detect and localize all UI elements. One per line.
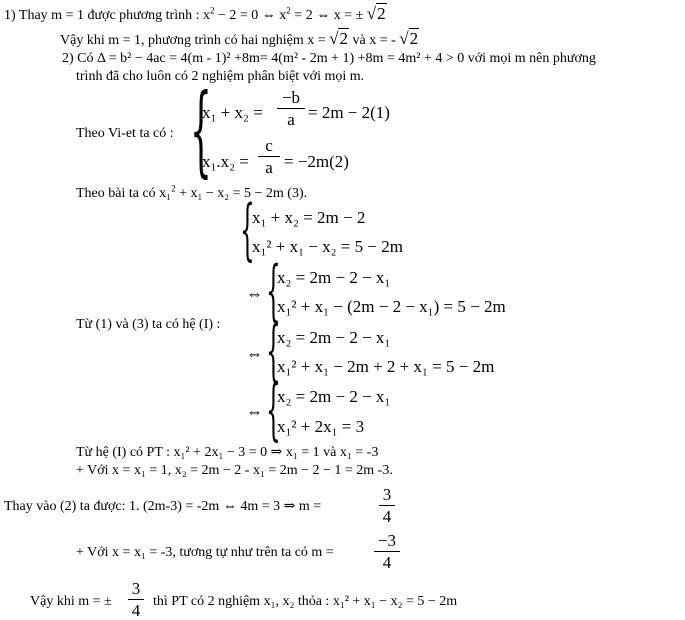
frac-minus-b-over-a: −b a (277, 89, 305, 128)
line-final: thì PT có 2 nghiệm x₁, x₂ thỏa : x₁² + x₁ − x₂ = 5 − 2m (153, 594, 458, 609)
sys4-line2: x₁² + 2x₁ = 3 (277, 417, 365, 436)
vieta-prod-lhs: x₁.x₂ = (202, 152, 249, 171)
frac-m1: 3 4 (379, 486, 395, 525)
frac-m2: −3 4 (374, 532, 400, 571)
line-delta: 2) Có Δ = b² − 4ac = 4(m - 1)² +8m= 4(m² - 2m + 1) +8m = 4m² + 4 > 0 với mọi m nên phương (62, 51, 596, 66)
frac-m3: 3 4 (128, 580, 144, 619)
line-theo-bai: Theo bài ta có x₁$^2$ + x₁ − x₂ = 5 − 2m (3). (76, 183, 308, 201)
equiv-sys3: ⇔ (246, 344, 263, 363)
line-part1-thay: 1) Thay m = 1 được phương trình : $x^2 - 2 = 0$ ⇔ $x^2 = 2$ ⇔ x = ± √2 (4, 4, 386, 23)
sys3-line2: x₁² + x₁ − 2m + 2 + x₁ = 5 − 2m (277, 357, 495, 376)
sys1-line2: x₁² + x₁ − x₂ = 5 − 2m (252, 237, 403, 256)
sys4-line1: x₂ = 2m − 2 − x₁ (277, 387, 391, 406)
line-tu-1-3: Từ (1) và (3) ta có hệ (I) : (76, 317, 221, 332)
vieta-prod-rhs: = −2m(2) (284, 152, 349, 171)
line-two-roots: trình đã cho luôn có 2 nghiệm phân biệt với mọi m. (76, 69, 365, 84)
brace-sys4: { (266, 371, 281, 448)
equiv-sys4: ⇔ (246, 402, 263, 421)
vieta-sum-rhs: = 2m − 2(1) (308, 103, 390, 122)
vieta-label: Theo Vi-et ta có : (76, 126, 174, 141)
brace-sys3: { (266, 312, 281, 389)
brace-sys1: { (240, 191, 255, 268)
brace-vieta: { (190, 74, 212, 188)
sys2-line1: x₂ = 2m − 2 − x₁ (277, 268, 391, 287)
line-thay-vao: Thay vào (2) ta được: 1. (2m-3) = -2m ⇔ 4m = 3 ⇒ m = (4, 499, 322, 514)
frac-c-over-a: c a (258, 137, 280, 176)
sys1-line1: x₁ + x₂ = 2m − 2 (252, 208, 366, 227)
brace-sys2: { (266, 252, 281, 329)
line-case1: + Với x = x₁ = 1, x₂ = 2m − 2 - x₁ = 2m − 2 − 1 = 2m -3. (76, 463, 393, 478)
line-part1-conclusion: Vậy khi m = 1, phương trình có hai nghiệm x = √2 và x = - √2 (60, 29, 419, 48)
line-case2: + Với x = x₁ = -3, tương tự như trên ta có m = (76, 545, 334, 560)
sys3-line1: x₂ = 2m − 2 − x₁ (277, 328, 391, 347)
equiv-sys2: ⇔ (246, 284, 263, 303)
sqrt-2: √2 (366, 4, 386, 23)
line-tu-he: Từ hệ (I) có PT : x₁² + 2x₁ − 3 = 0 ⇒ x₁ = 1 và x₁ = -3 (76, 445, 379, 460)
vieta-sum-lhs: x₁ + x₂ = (202, 103, 263, 122)
sys2-line2: x₁² + x₁ − (2m − 2 − x₁) = 5 − 2m (277, 297, 506, 316)
line-vay-khi: Vậy khi m = ± (30, 594, 112, 609)
